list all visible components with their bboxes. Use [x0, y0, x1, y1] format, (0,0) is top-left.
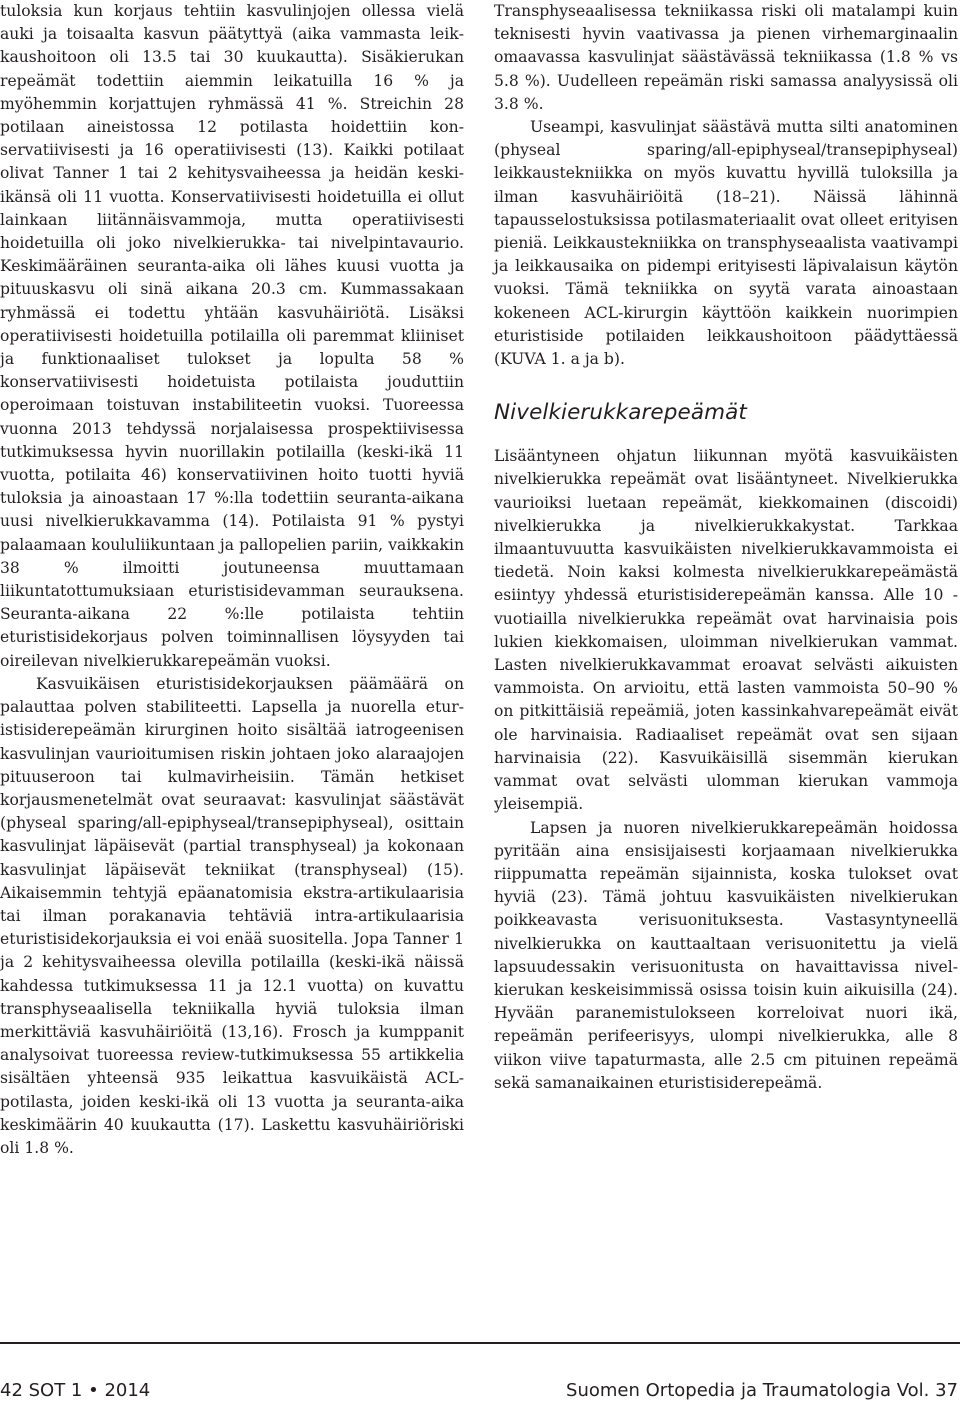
- left-paragraph-1: tuloksia kun korjaus tehtiin kasvulinjojen ollessa vielä auki ja toisaalta kasvun päätyttyä (aika vammasta leikkaushoitoon oli 13.5 tai 30 kuukautta). Sisäkierukan repeämät todettiin aiemmin leikatuilla 16 % ja myöhemmin korjattujen ryhmässä 41 %. Streichin 28 potilaan aineistossa 12 potilasta hoidettiin konservatiivisesti ja 16 operatiivisesti (13). Kaikki potilaat olivat Tanner 1 tai 2 kehitysvaiheessa ja heidän keskiikänsä oli 11 vuotta. Konservatiivisesti hoidetuilla ei ollut lainkaan liitännäisvammoja, mutta operatiivisesti hoidetuilla oli joko nivelkierukka- tai nivelpintavaurio. Keskimääräinen seuranta-aika oli lähes kuusi vuotta ja pituuskasvu oli sinä aikana 20.3 cm. Kummassakaan ryhmässä ei todettu yhtään kasvuhäiriötä. Lisäksi operatiivisesti hoidetuilla potilailla oli paremmat kliiniset ja funktionaaliset tulokset ja lopulta 58 % konservatiivisesti hoidetuista potilaista jouduttiin operoimaan toistuvan instabiliteetin vuoksi. Tuoreessa vuonna 2013 tehdyssä norjalaisessa prospektiivisessa tutkimuksessa hyvin nuorillakin potilailla (keski-ikä 11 vuotta, potilaita 46) konservatiivinen hoito tuotti hyviä tuloksia ja ainoastaan 17 %:lla todettiin seuranta-aikana uusi nivelkierukkavamma (14). Potilaista 91 % pystyi palaamaan koululiikuntaan ja pallopelien pariin, vaikkakin 38 % ilmoitti joutuneensa muuttamaan liikuntatottumuksiaan eturistisidevamman seurauksena. Seuranta-aikana 22 %:lle potilaista tehtiin eturistisidekorjaus polven toiminnallisen löysyyden tai oireilevan nivelkierukkarepeämän vuoksi.: [0, 2, 464, 670]
- right-column: [494, 0, 958, 1095]
- right-paragraph-3: Lisääntyneen ohjatun liikunnan myötä kasvuikäisten nivelkierukka repeämät ovat lisääntyneet. Nivelkierukka vaurioiksi luetaan repeämät, kiekkomainen (discoidi) nivelkierukka ja nivelkierukkakystat. Tarkkaa ilmaantuvuutta kasvuikäisten nivelkierukkavammoista ei tiedetä. Noin kaksi kolmesta nivelkierukkarepeämästä esiintyy yhdessä eturistisiderepeämän kanssa. Alle 10 -vuotiailla nivelkierukka repeämät ovat harvinaisia pois lukien kiekkomaisen, uloimman nivelkierukan vammat. Lasten nivelkierukkavammat eroavat selvästi aikuisten vammoista. On arvioitu, että lasten vammoista 50–90 % on pitkittäisiä repeämiä, joten kassinkahvarepeämät eivät ole harvinaisia. Radiaaliset repeämät ovat sen sijaan harvinaisia (22). Kasvuikäisillä sisemmän kierukan vammat ovat selvästi ulomman kierukan vammoja yleisempiä.: [494, 447, 958, 814]
- section-heading: Nivelkierukkarepeämät: [494, 400, 747, 426]
- right-paragraph-1: Transphyseaalisessa tekniikassa riski oli matalampi kuin teknisesti hyvin vaativassa ja pienen virhemarginaalin omaavassa kasvulinjat säästävässä tekniikassa (1.8 % vs 5.8 %). Uudelleen repeämän riski samassa analyysissä oli 3.8 %.: [494, 2, 958, 113]
- right-paragraph-2: Useampi, kasvulinjat säästävä mutta silti anatominen (physeal sparing/all-epiphyseal/transepiphyseal) leikkaustekniikka on myös kuvattu hyvillä tuloksilla ja ilman kasvuhäiriöitä (18–21). Näissä lähinnä tapausselostuksissa potilasmateriaalit ovat olleet erityisen pieniä. Leikkaustekniikka on transphyseaalista vaativampi ja leikkausaika on pidempi erityisesti läpivalaisun käytön vuoksi. Tämä tekniikka on syytä varata ainoastaan kokeneen ACL-kirurgin käyttöön kaikkein nuorimpien eturistiside potilaiden leikkaushoitoon päädyttäessä (KUVA 1. a ja b).: [494, 118, 958, 369]
- left-paragraph-2: Kasvuikäisen eturistisidekorjauksen päämäärä on palauttaa polven stabiliteetti. Lapsella ja nuorella eturistisiderepeämän kirurginen hoito sisältää iatrogeenisen kasvulinjan vaurioitumisen riskin johtaen joko alaraajojen pituuseroon tai kulmavirheisiin. Tämän hetkiset korjausmenetelmät ovat seuraavat: kasvulinjat säästävät (physeal sparing/all-epiphyseal/transepiphyseal), osittain kasvulinjat läpäisevät (partial transphyseal) ja kokonaan kasvulinjat läpäisevät tekniikat (transphyseal) (15). Aikaisemmin tehtyjä epäanatomisia ekstra-artikulaarisia tai ilman porakanavia tehtäviä intra-artikulaarisia eturistisidekorjauksia ei voi enää suositella. Jopa Tanner 1 ja 2 kehitysvaiheessa olevilla potilailla (keski-ikä näissä kahdessa tutkimuksessa 11 ja 12.1 vuotta) on kuvattu transphyseaalisella tekniikalla hyviä tuloksia ilman merkittäviä kasvuhäiriöitä (13,16). Frosch ja kumppanit analysoivat tuoreessa review-tutkimuksessa 55 artikkelia sisältäen yhteensä 935 leikattua kasvuikäistä ACL-potilasta, joiden keski-ikä oli 13 vuotta ja seuranta-aika keskimäärin 40 kuukautta (17). Laskettu kasvuhäiriöriski oli 1.8 %.: [0, 674, 464, 1157]
- left-column: [0, 0, 464, 1160]
- footer-divider: [0, 1342, 960, 1344]
- right-paragraph-4: Lapsen ja nuoren nivelkierukkarepeämän hoidossa pyritään aina ensisijaisesti korjaamaan nivelkierukka riippumatta repeämän sijainnista, koska tulokset ovat hyviä (23). Tämä johtuu kasvuikäisten nivelkierukan poikkeavasta verisuonituksesta. Vastasyntyneellä nivelkierukka on kauttaaltaan verisuonitettu ja vielä lapsuudessakin verisuonitusta on havaittavissa nivelkierukan keskeisimmissä osissa toisin kuin aikuisilla (24). Hyvään paranemistulokseen korreloivat nuori ikä, repeämän perifeerisyys, ulompi nivelkierukka, alle 8 viikon viive tapaturmasta, alle 2.5 cm pituinen repeämä sekä samanaikainen eturistisiderepeämä.: [494, 818, 958, 1092]
- footer-page-info: 42 SOT 1 • 2014: [0, 1380, 151, 1401]
- footer-journal-title: Suomen Ortopedia ja Traumatologia Vol. 37: [566, 1380, 958, 1401]
